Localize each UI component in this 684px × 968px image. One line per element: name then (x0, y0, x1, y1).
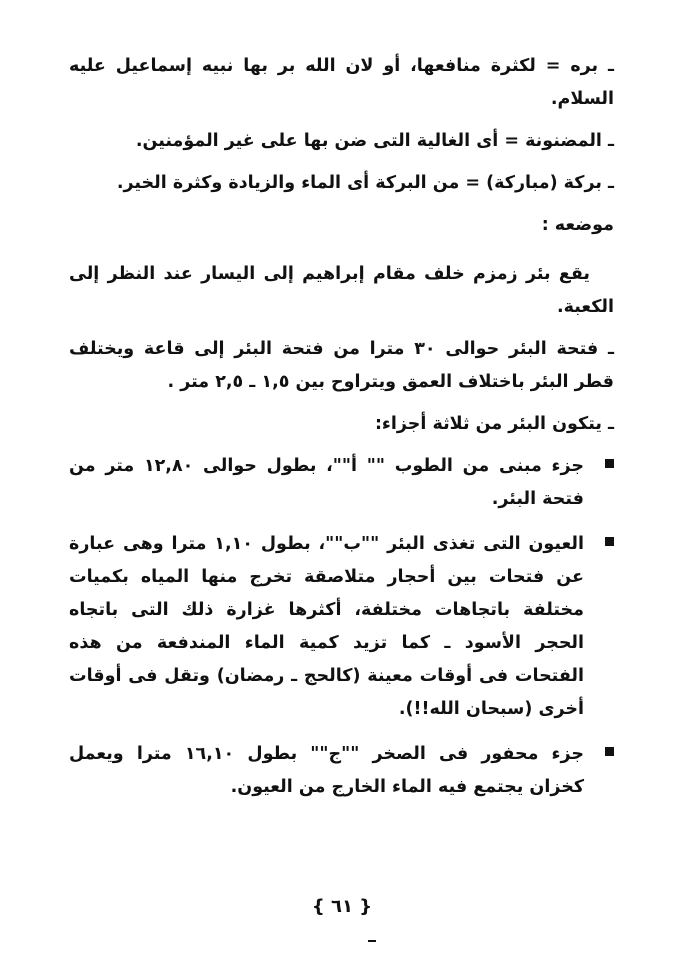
part-c-text: جزء محفور فى الصخر ""ج"" بطول ١٦,١٠ مترا ويعمل كخزان يجتمع فيه الماء الخارج من العيون. (69, 744, 585, 797)
page-content (69, 50, 614, 816)
parts-intro: ـ يتكون البئر من ثلاثة أجزاء: (374, 414, 614, 434)
definition-madnunah: ـ المضنونة = أى الغالية التى ضن بها على غير المؤمنين. (135, 131, 614, 151)
square-bullet-icon (605, 537, 614, 546)
square-bullet-icon (605, 459, 614, 468)
part-b-text: العيون التى تغذى البئر ""ب""، بطول ١,١٠ مترا وهى عبارة عن فتحات بين أحجار متلاصقة تخرج منها المياه بكميات مختلفة باتجاهات مختلفة، أكثرها غزارة ذلك التى باتجاه الحجر الأسود ـ كما تزيد كمية الماء المندفعة من هذه الفتحات فى أوقات معينة (كالحج ـ رمضان) وتقل فى أوقات أخرى (سبحان الله!!). (69, 534, 584, 719)
footer-divider (368, 940, 376, 942)
opening-paragraph: ـ فتحة البئر حوالى ٣٠ مترا من فتحة البئر إلى قاعة ويختلف قطر البئر باختلاف العمق ويتراوح بين ١,٥ ـ ٢,٥ متر . (69, 339, 614, 392)
location-paragraph: يقع بئر زمزم خلف مقام إبراهيم إلى اليسار عند النظر إلى الكعبة. (69, 264, 614, 317)
page-number: { ٦١ } (311, 896, 373, 917)
location-heading: موضعه : (541, 215, 614, 235)
list-item (69, 528, 614, 726)
definition-barakah: ـ بركة (مباركة) = من البركة أى الماء والزيادة وكثرة الخير. (116, 173, 614, 193)
definition-birrah: ـ بره = لكثرة منافعها، أو لان الله بر بها نبيه إسماعيل عليه السلام. (69, 56, 614, 109)
list-item (69, 738, 614, 804)
parts-list (69, 450, 614, 804)
list-item (69, 450, 614, 516)
part-a-text: جزء مبنى من الطوب "" أ""، بطول حوالى ١٢,٨٠ متر من فتحة البئر. (69, 456, 584, 509)
square-bullet-icon (605, 747, 614, 756)
